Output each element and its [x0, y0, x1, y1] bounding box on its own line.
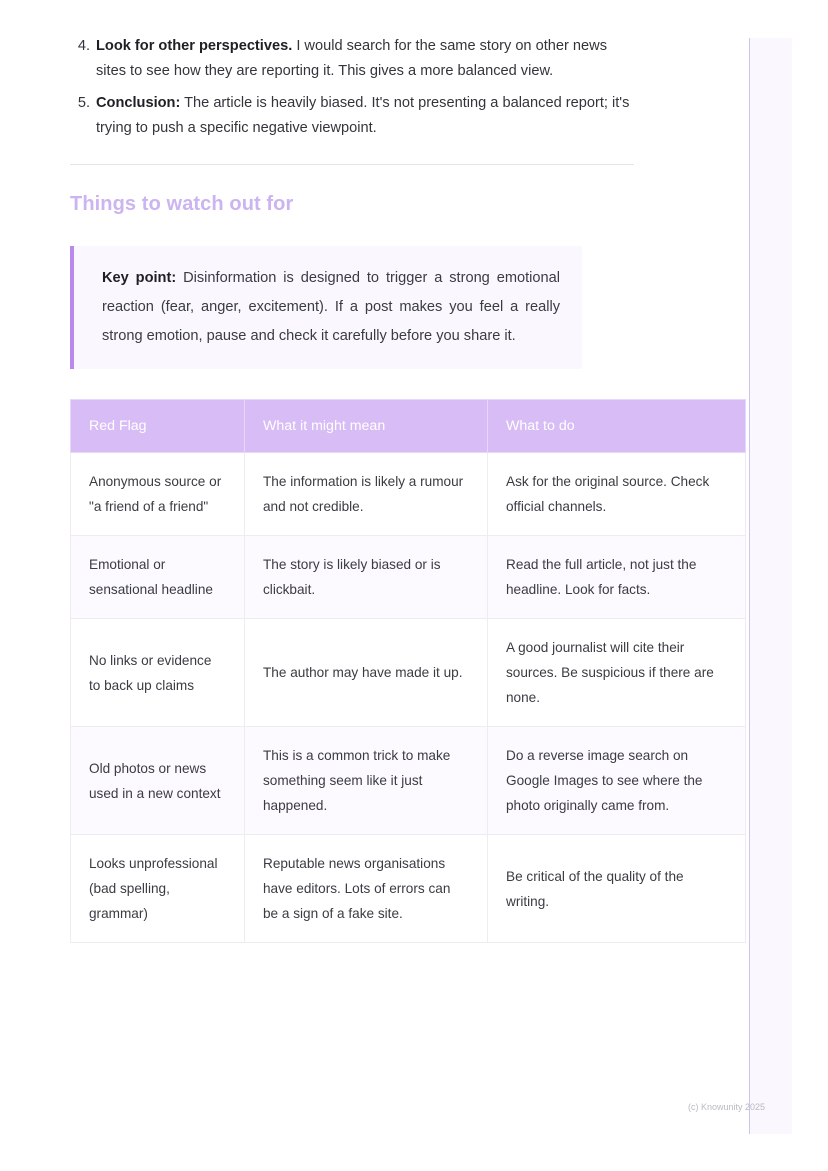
- table-column-header: What it might mean: [245, 400, 488, 453]
- table-row: [71, 727, 746, 835]
- list-item: [77, 91, 634, 140]
- table-column-header: What to do: [488, 400, 746, 453]
- analysis-steps-list: [70, 34, 634, 140]
- red-flags-table: [70, 399, 746, 943]
- list-item-bold: Conclusion:: [96, 95, 181, 111]
- callout-label: Key point:: [102, 270, 177, 286]
- section-divider: [70, 164, 634, 165]
- table-cell: Anonymous source or "a friend of a friend": [71, 453, 245, 536]
- table-cell: A good journalist will cite their sources. Be suspicious if there are none.: [488, 619, 746, 727]
- table-cell: Read the full article, not just the headline. Look for facts.: [488, 536, 746, 619]
- table-cell: No links or evidence to back up claims: [71, 619, 245, 727]
- page-title: Things to watch out for: [70, 193, 294, 215]
- list-item-number: 4.: [77, 38, 90, 54]
- table-cell: This is a common trick to make something seem like it just happened.: [245, 727, 488, 835]
- table-row: [71, 619, 746, 727]
- list-item-bold: Look for other perspectives.: [96, 38, 293, 54]
- table-cell: Ask for the original source. Check official channels.: [488, 453, 746, 536]
- table-row: [71, 536, 746, 619]
- copyright-footer: (c) Knowunity 2025: [688, 1102, 766, 1112]
- page-edge-panel: [750, 38, 792, 1134]
- table-body: [71, 453, 746, 943]
- table-cell: Old photos or news used in a new context: [71, 727, 245, 835]
- table-cell: Looks unprofessional (bad spelling, grammar): [71, 835, 245, 943]
- list-item-number: 5.: [77, 95, 90, 111]
- table-cell: Be critical of the quality of the writing.: [488, 835, 746, 943]
- list-item-text: I would search for the same story on other news sites to see how they are reporting it. This gives a more balanced view.: [96, 38, 607, 79]
- list-item: [77, 34, 634, 83]
- table-cell: The information is likely a rumour and not credible.: [245, 453, 488, 536]
- table-row: [71, 835, 746, 943]
- document-content: [70, 34, 714, 943]
- list-item-text: The article is heavily biased. It's not presenting a balanced report; it's trying to push a specific negative viewpoint.: [96, 95, 630, 136]
- table-column-header: Red Flag: [71, 400, 245, 453]
- table-head: [71, 400, 746, 453]
- table-cell: Do a reverse image search on Google Images to see where the photo originally came from.: [488, 727, 746, 835]
- key-point-callout: [70, 246, 582, 369]
- table-cell: Emotional or sensational headline: [71, 536, 245, 619]
- callout-body: Disinformation is designed to trigger a strong emotional reaction (fear, anger, excitement). If a post makes you feel a really strong emotion, pause and check it carefully before you share it.: [102, 270, 560, 344]
- table-cell: The author may have made it up.: [245, 619, 488, 727]
- table-cell: The story is likely biased or is clickbait.: [245, 536, 488, 619]
- table-row: [71, 453, 746, 536]
- table-cell: Reputable news organisations have editors. Lots of errors can be a sign of a fake site.: [245, 835, 488, 943]
- table-header-row: [71, 400, 746, 453]
- callout-text: [102, 264, 560, 351]
